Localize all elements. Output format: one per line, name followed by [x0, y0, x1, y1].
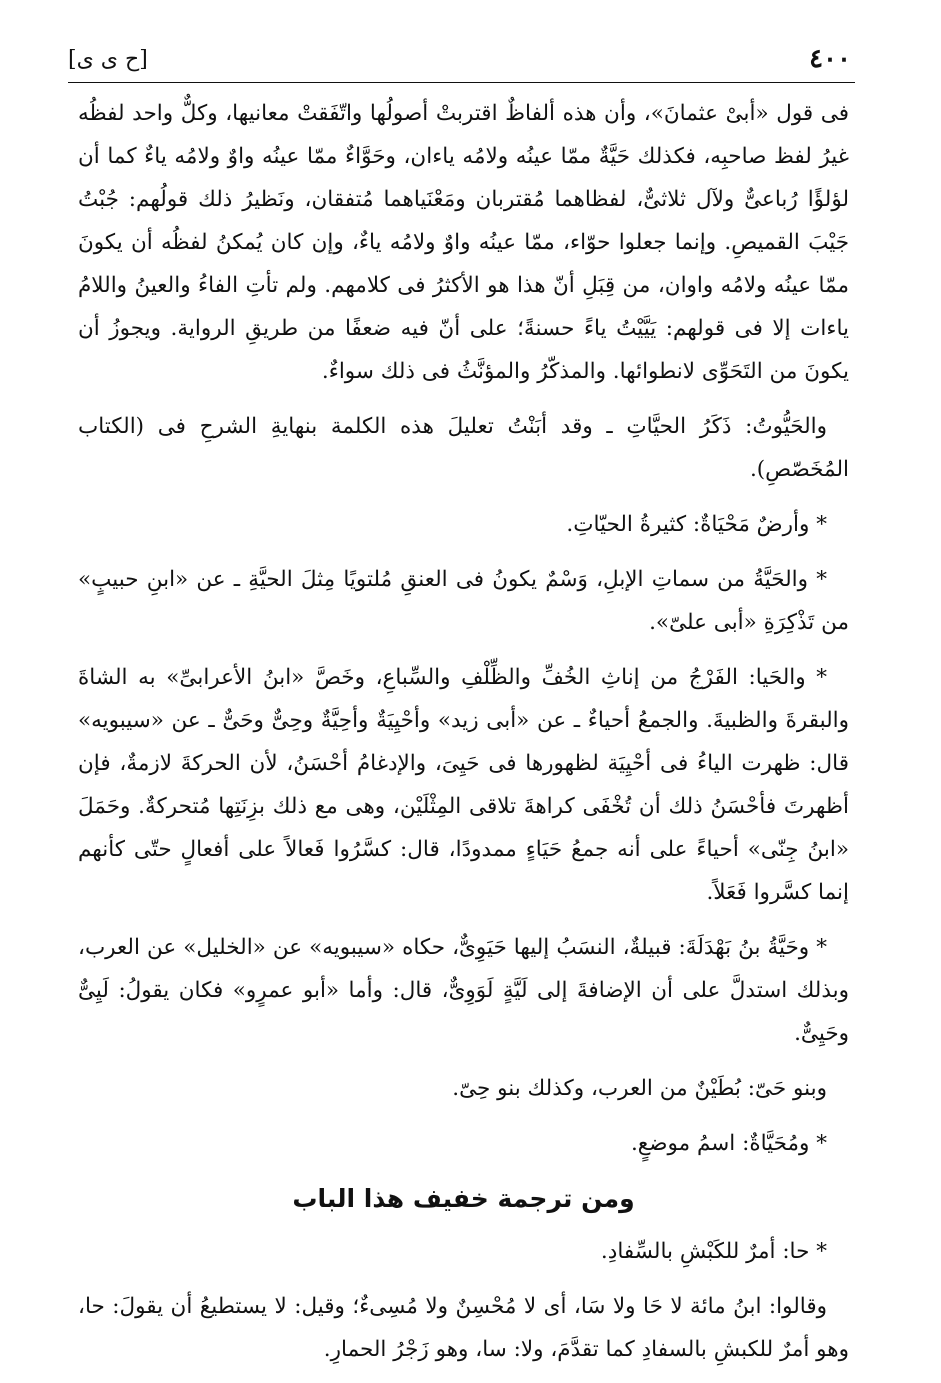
paragraph: * ومُحَيَّاةٌ: اسمُ موضعٍ. [630, 1131, 827, 1156]
paragraph: * وحَيَّةُ بنُ بَهْدَلَةَ: قبيلةٌ، النسَبُ إليها حَيَوِىٌّ، حكاه «سيبويه» عن «الخليل» عن العرب، وبذلك استدلَّ على أن الإضافةَ إلى لَيَّةٍ لَوَوِىٌّ، قال: وأما «أبو عمرٍو» فكان يقولُ: لَيِىٌّ وحَيِىٌّ. [78, 935, 849, 1046]
page-number: ٤٠٠ [809, 44, 851, 74]
paragraph: * والحَيَّةُ من سماتِ الإبلِ، وَسْمٌ يكونُ فى العنقِ مُلتويًا مِثلَ الحيَّةِ ـ عن «ابنِ حبيبٍ» من تَذْكِرَةِ «أبى علىّ». [78, 567, 849, 635]
paragraph: * وأرضٌ مَحْيَاةٌ: كثيرةُ الحيّاتِ. [566, 512, 827, 537]
paragraph: والحَيُّوتُ: ذَكَرُ الحيَّاتِ ـ وقد أبَنْتُ تعليلَ هذه الكلمة بنهايةِ الشرحِ فى (الكتاب المُخَصّصِ). [78, 414, 849, 482]
header-rule [68, 82, 855, 83]
page-header [68, 42, 851, 76]
paragraph: * والحَيا: الفَرْجُ من إناثِ الخُفِّ والظِّلْفِ والسِّباعِ، وخَصَّ «ابنُ الأعرابىِّ» به الشاةَ والبقرةَ والظبيةَ. والجمعُ أحياءٌ ـ عن «أبى زيد» وأحْيِيَةٌ وأحِيَّةٌ وحِىٌّ وحَىٌّ ـ عن «سيبويه» قال: ظهرت الياءُ فى أحْيِيَة لظهورها فى حَيِىَ، والإدغامُ أحْسَنُ، لأن الحركةَ لازمةٌ، فإن أظهرتَ فأحْسَنُ ذلك أن تُخْفَى كراهةَ تلاقى المِثْلَيْن، وهى مع ذلك بزِنَتِها مُتحركةٌ. وحَمَلَ «ابنُ جِنّى» أحياءً على أنه جمعُ حَيَاءٍ ممدودًا، قال: كسَّرُوا فَعالاً على أفعالٍ حتّى كأنهم إنما كسَّروا فَعَلاً. [78, 665, 849, 905]
entry-body [78, 92, 849, 1383]
paragraph: وبنو حَىّ: بُطَيْنٌ من العرب، وكذلك بنو حِىّ. [452, 1076, 827, 1101]
paragraph: * حا: أمرٌ للكَبْشِ بالسِّفادِ. [600, 1239, 827, 1264]
root-letters: [ح ى ى] [68, 46, 148, 72]
section-heading: ومن ترجمة خفيف هذا الباب [292, 1184, 635, 1213]
paragraph: فى قول «أبىْ عثمانَ»، وأن هذه ألفاظٌ اقتربتْ أصولُها واتّفَقتْ معانيها، وكلٌّ واحد لفظُه غيرُ لفظ صاحبِه، فكذلك حَيَّةٌ ممّا عينُه ولامُه ياءان، وحَوَّاءٌ ممّا عينُه واوٌ ولامُه ياءٌ كما أن لؤلؤًا رُباعىٌّ ولآل ثلاثىٌّ، لفظاهما مُقتربان ومَعْنَياهما مُتفقان، ونَظيرُ ذلك قولُهم: جُبْتُ جَيْبَ القميصِ. وإنما جعلوا حوّاء، ممّا عينُه واوٌ ولامُه ياءٌ، وإن كان يُمكنُ لفظُه أن يكونَ ممّا عينُه ولامُه واوان، من قِبَلِ أنّ هذا هو الأكثرُ فى كلامهم. ولم تأتِ الفاءُ والعينُ واللامُ ياءات إلا فى قولهم: يَيَّيْتُ ياءً حسنةً؛ على أنّ فيه ضعفًا من طريقِ الرواية. ويجوزُ أن يكونَ من التَحَوِّى لانطوائها. والمذكّرُ والمؤنَّثُ فى ذلك سواءٌ. [78, 101, 849, 384]
paragraph: وقالوا: ابنُ مائة لا حَا ولا سَا، أى لا مُحْسِنٌ ولا مُسِىءٌ؛ وقيل: لا يستطيعُ أن يقولَ: حا، وهو أمرٌ للكبشِ بالسفادِ كما تقدَّمَ، ولا: سا، وهو زَجْرُ الحمارِ. [78, 1294, 849, 1362]
